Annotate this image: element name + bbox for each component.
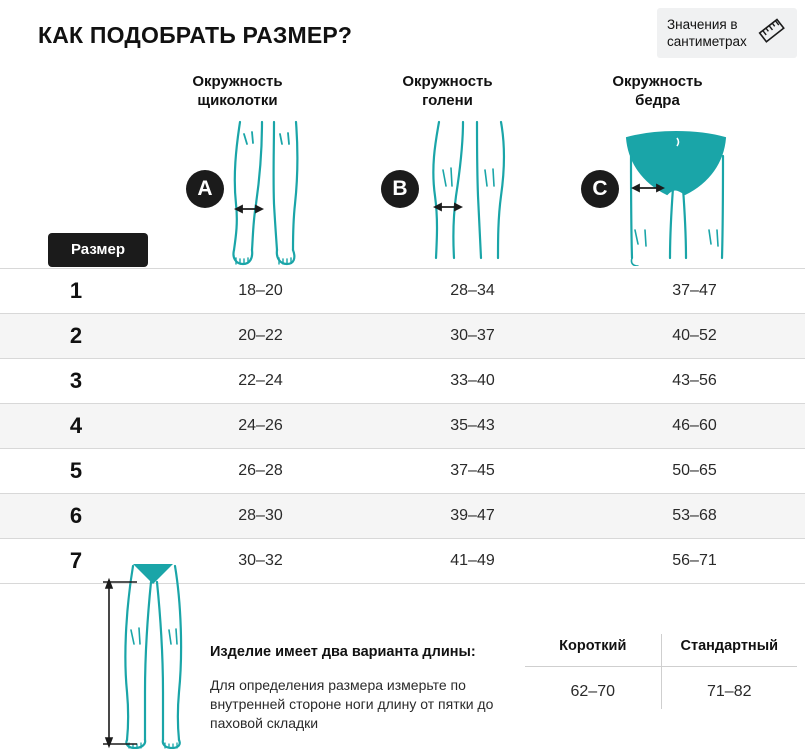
row-calf: 28–34 [369,269,576,314]
row-size: 4 [0,404,152,449]
row-calf: 30–37 [369,314,576,359]
length-note-title: Изделие имеет два варианта длины: [210,644,476,660]
row-calf: 37–45 [369,449,576,494]
column-heading-thigh-line2: бедра [635,92,680,109]
table-row [0,269,805,314]
calf-illustration [405,118,535,271]
table-row [0,404,805,449]
column-heading-ankle-line2: щиколотки [197,92,278,109]
row-ankle: 30–32 [152,539,369,584]
page-title: КАК ПОДОБРАТЬ РАЗМЕР? [38,22,353,48]
row-thigh: 53–68 [576,494,805,539]
size-column-label: Размер [48,233,148,267]
row-calf: 33–40 [369,359,576,404]
units-badge-label: Значения в сантиметрах [667,17,747,49]
row-ankle: 20–22 [152,314,369,359]
length-value-short: 62–70 [525,667,661,710]
column-heading-thigh-line1: Окружность [612,73,703,90]
length-value-standard: 71–82 [661,667,797,710]
row-ankle: 22–24 [152,359,369,404]
row-size: 3 [0,359,152,404]
column-heading-ankle [155,72,320,110]
row-calf: 41–49 [369,539,576,584]
badge-b: B [381,170,419,208]
length-section [0,562,805,749]
badge-c: C [581,170,619,208]
row-thigh: 37–47 [576,269,805,314]
row-calf: 35–43 [369,404,576,449]
row-thigh: 46–60 [576,404,805,449]
length-note-body: Для определения размера измерьте по внутренней стороне ноги длину от пятки до паховой складки [210,677,494,731]
row-thigh: 56–71 [576,539,805,584]
row-size: 7 [0,539,152,584]
row-ankle: 18–20 [152,269,369,314]
row-thigh: 43–56 [576,359,805,404]
table-row [0,314,805,359]
leg-length-illustration [95,562,205,754]
row-thigh: 50–65 [576,449,805,494]
row-ankle: 28–30 [152,494,369,539]
length-header-standard: Стандартный [680,638,778,654]
column-heading-calf [365,72,530,110]
length-table [525,634,797,709]
table-row [0,494,805,539]
table-row [0,449,805,494]
row-ankle: 26–28 [152,449,369,494]
length-header-short: Короткий [525,634,661,667]
row-size: 1 [0,269,152,314]
length-table-header-row [525,634,797,667]
thigh-illustration [605,118,755,271]
column-heading-ankle-line1: Окружность [192,73,283,90]
badge-a: A [186,170,224,208]
row-calf: 39–47 [369,494,576,539]
row-size: 6 [0,494,152,539]
row-size: 5 [0,449,152,494]
row-ankle: 24–26 [152,404,369,449]
table-row [0,359,805,404]
row-size: 2 [0,314,152,359]
column-heading-calf-line2: голени [422,92,473,109]
size-table [0,268,805,584]
column-heading-calf-line1: Окружность [402,73,493,90]
length-table-value-row [525,667,797,710]
units-badge [657,8,797,58]
column-heading-thigh [570,72,745,110]
row-thigh: 40–52 [576,314,805,359]
ruler-icon [755,14,789,53]
